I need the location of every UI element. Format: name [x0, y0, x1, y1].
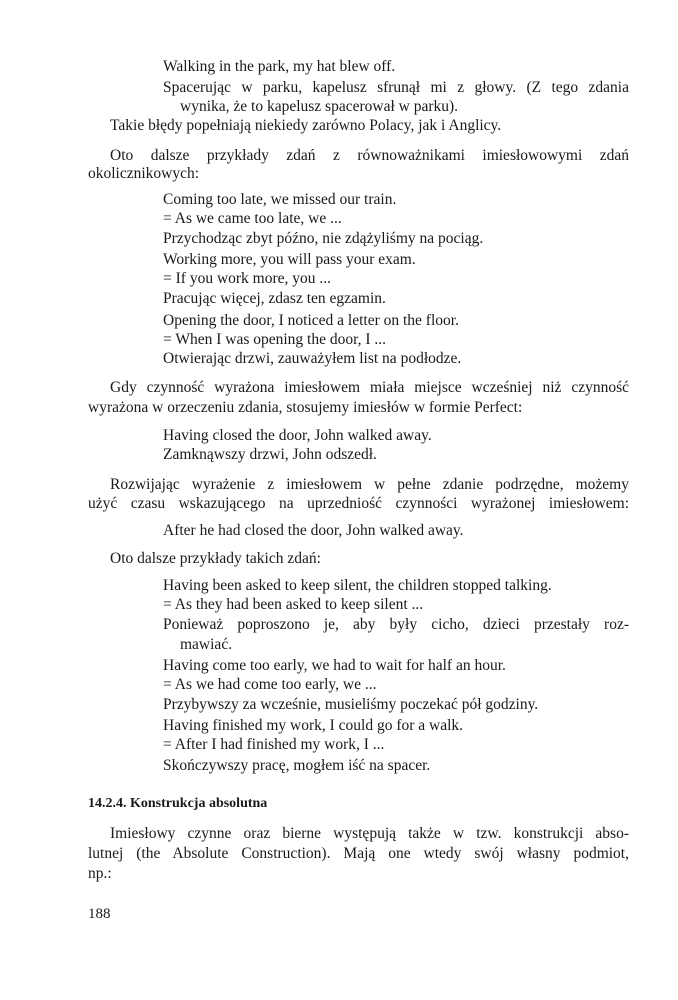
- example-polish-line: Spacerując w parku, kapelusz sfrunął mi z głowy. (Z tego zdania: [163, 79, 629, 96]
- example-line: Przychodząc zbyt późno, nie zdążyliśmy na pociąg.: [163, 230, 484, 247]
- example-line: Having been asked to keep silent, the children stopped talking.: [163, 577, 552, 594]
- paragraph-line: Oto dalsze przykłady takich zdań:: [110, 550, 321, 567]
- paragraph-line: użyć czasu wskazującego na uprzedniość czynności wyrażonej imiesłowem:: [88, 495, 629, 512]
- example-line: Having finished my work, I could go for a walk.: [163, 717, 464, 734]
- example-line: Przybywszy za wcześnie, musieliśmy poczekać pół godziny.: [163, 696, 539, 713]
- paragraph-line: Oto dalsze przykłady zdań z równoważnikami imiesłowowymi zdań: [110, 147, 629, 164]
- example-polish-line: wynika, że to kapelusz spacerował w parku).: [180, 98, 459, 115]
- section-heading: 14.2.4. Konstrukcja absolutna: [88, 796, 268, 811]
- paragraph-line: Imiesłowy czynne oraz bierne występują także w tzw. konstrukcji abso-: [110, 825, 629, 842]
- example-line: = As they had been asked to keep silent ...: [163, 596, 424, 613]
- example-line: Working more, you will pass your exam.: [163, 251, 416, 268]
- example-line: = If you work more, you ...: [163, 270, 332, 287]
- example-line: = As we came too late, we ...: [163, 210, 342, 227]
- paragraph-line: Rozwijając wyrażenie z imiesłowem w pełne zdanie podrzędne, możemy: [110, 476, 629, 493]
- remark-text: Takie błędy popełniają niekiedy zarówno Polacy, jak i Anglicy.: [110, 117, 502, 134]
- example-line: Ponieważ poproszono je, aby były cicho, dzieci przestały roz-: [163, 616, 629, 633]
- example-line: Otwierając drzwi, zauważyłem list na podłodze.: [163, 350, 462, 367]
- example-line: Zamknąwszy drzwi, John odszedł.: [163, 446, 377, 463]
- page-number: 188: [88, 906, 111, 922]
- example-line: = As we had come too early, we ...: [163, 676, 377, 693]
- example-line: = After I had finished my work, I ...: [163, 736, 385, 753]
- paragraph-line: np.:: [88, 865, 112, 882]
- example-line: Pracując więcej, zdasz ten egzamin.: [163, 290, 386, 307]
- example-line: mawiać.: [180, 636, 233, 653]
- example-line: = When I was opening the door, I ...: [163, 331, 387, 348]
- paragraph-line: Gdy czynność wyrażona imiesłowem miała miejsce wcześniej niż czynność: [110, 379, 629, 396]
- example-english: Walking in the park, my hat blew off.: [163, 58, 396, 75]
- example-line: Having come too early, we had to wait for half an hour.: [163, 657, 506, 674]
- example-line: Having closed the door, John walked away.: [163, 427, 432, 444]
- paragraph-line: wyrażona w orzeczeniu zdania, stosujemy imiesłów w formie Perfect:: [88, 399, 523, 416]
- example-line: Coming too late, we missed our train.: [163, 191, 397, 208]
- paragraph-line: lutnej (the Absolute Construction). Mają one wtedy swój własny podmiot,: [88, 845, 629, 862]
- example-line: Skończywszy pracę, mogłem iść na spacer.: [163, 757, 431, 774]
- example-line: After he had closed the door, John walked away.: [163, 522, 464, 539]
- paragraph-line: okolicznikowych:: [88, 165, 200, 182]
- example-line: Opening the door, I noticed a letter on the floor.: [163, 312, 459, 329]
